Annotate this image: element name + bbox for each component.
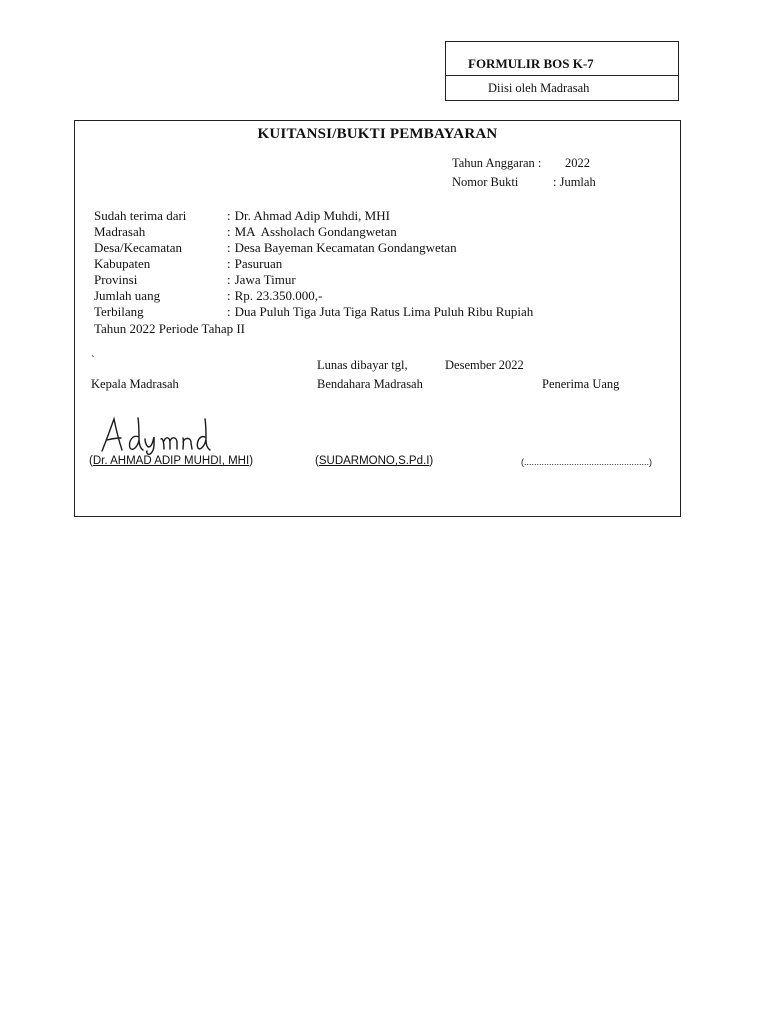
signer-receiver-placeholder: (..................................................) (521, 457, 653, 467)
budget-year-value: 2022 (565, 156, 590, 170)
signer-treasurer: (SUDARMONO,S.Pd.I) (315, 455, 434, 467)
form-code-divider (446, 75, 678, 76)
signer-treasurer-name: SUDARMONO,S.Pd.I (318, 455, 430, 467)
field-value-province: : Jawa Timur (227, 272, 296, 287)
receipt-title: KUITANSI/BUKTI PEMBAYARAN (257, 126, 498, 142)
field-label-received-from: Sudah terima dari (94, 208, 187, 223)
role-receiver-label: Penerima Uang (542, 377, 620, 391)
amount-text: Rp. 23.350.000,- (234, 288, 323, 303)
proof-number-label: Nomor Bukti (452, 175, 519, 189)
form-code-note: Diisi oleh Madrasah (488, 81, 590, 95)
signer-head: (Dr. AHMAD ADIP MUHDI, MHI) (89, 455, 254, 467)
tick-mark: ` (91, 354, 95, 366)
field-label-village-district: Desa/Kecamatan (94, 240, 183, 255)
field-label-amount: Jumlah uang (94, 288, 161, 303)
signer-head-name: Dr. AHMAD ADIP MUHDI, MHI (92, 455, 250, 467)
handwritten-signature (99, 413, 221, 455)
in-words-text: Dua Puluh Tiga Juta Tiga Ratus Lima Puluh Ribu Rupiah (234, 304, 534, 319)
field-value-village-district: : Desa Bayeman Kecamatan Gondangwetan (227, 240, 457, 255)
field-label-in-words: Terbilang (94, 304, 144, 319)
paid-date-label: Lunas dibayar tgl, (317, 358, 408, 372)
field-value-madrasah: : MA Assholach Gondangwetan (227, 224, 397, 239)
proof-number-value: : Jumlah (553, 175, 596, 189)
province-text: Jawa Timur (234, 272, 296, 287)
field-label-province: Provinsi (94, 272, 138, 287)
village-district-text: Desa Bayeman Kecamatan Gondangwetan (234, 240, 457, 255)
field-label-madrasah: Madrasah (94, 224, 146, 239)
role-head-label: Kepala Madrasah (91, 377, 179, 391)
field-value-amount: : Rp. 23.350.000,- (227, 288, 323, 303)
regency-text: Pasuruan (234, 256, 283, 271)
form-code-box (445, 41, 679, 101)
field-value-received-from: : Dr. Ahmad Adip Muhdi, MHI (227, 208, 390, 223)
field-value-in-words: : Dua Puluh Tiga Juta Tiga Ratus Lima Puluh Ribu Rupiah (227, 304, 534, 319)
field-value-regency: : Pasuruan (227, 256, 283, 271)
madrasah-text: MA Assholach Gondangwetan (234, 224, 397, 239)
year-period-text: Tahun 2022 Periode Tahap II (94, 321, 246, 336)
paid-date-value: Desember 2022 (445, 358, 524, 372)
field-label-regency: Kabupaten (94, 256, 151, 271)
budget-year-label: Tahun Anggaran : (452, 156, 542, 170)
received-from-text: Dr. Ahmad Adip Muhdi, MHI (234, 208, 390, 223)
form-code-title: FORMULIR BOS K-7 (468, 56, 594, 71)
role-treasurer-label: Bendahara Madrasah (317, 377, 423, 391)
receipt-box (74, 120, 681, 517)
